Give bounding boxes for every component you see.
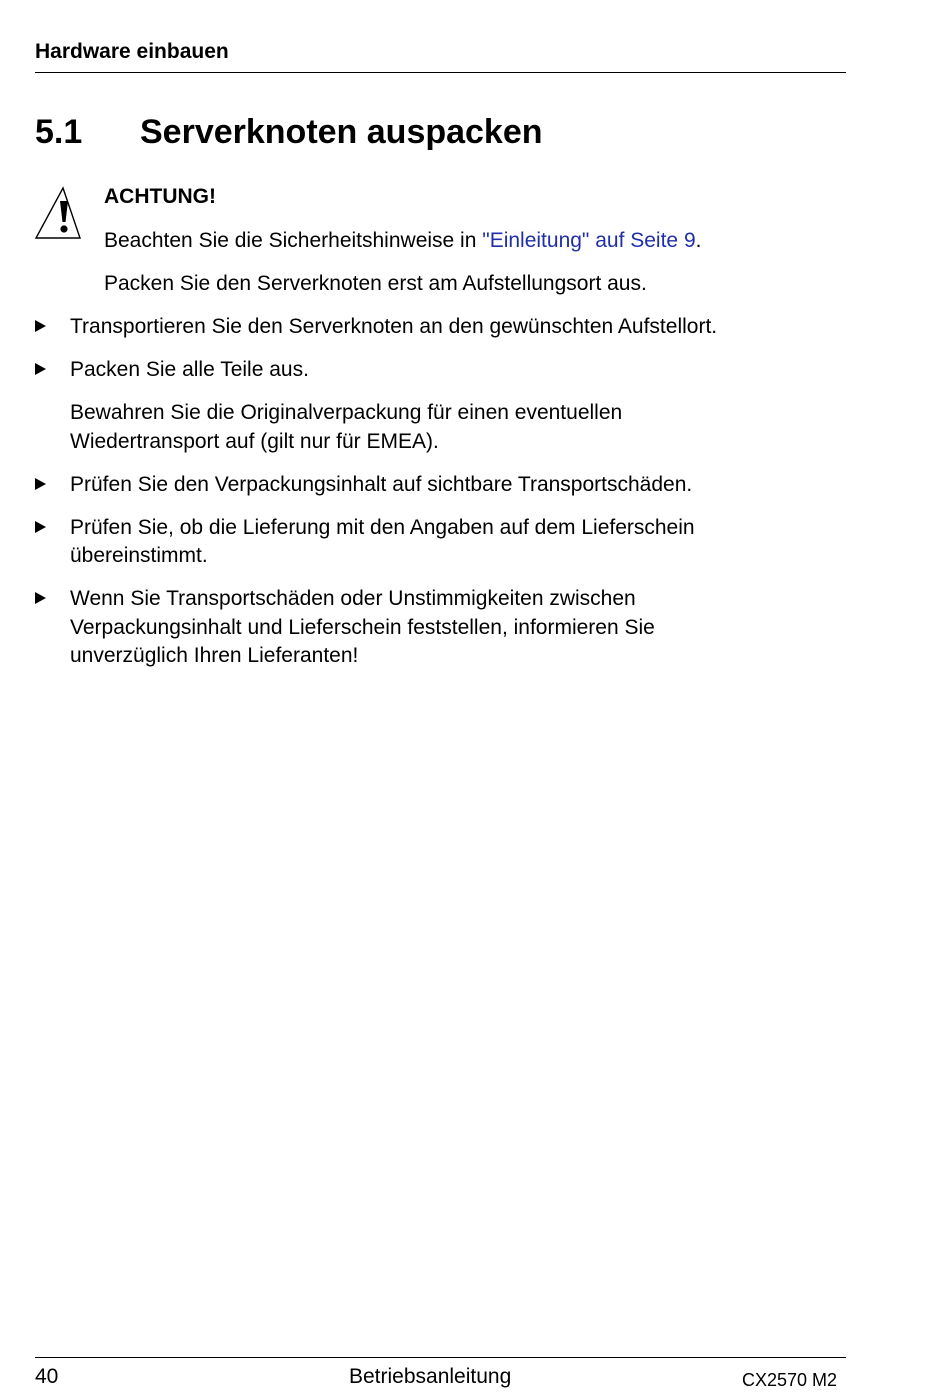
step-3-line-1: Prüfen Sie den Verpackungsinhalt auf sichtbare Transportschäden. bbox=[70, 473, 693, 496]
bullet-arrow-icon bbox=[35, 592, 46, 604]
section-heading bbox=[35, 112, 543, 152]
safety-notes-link[interactable]: "Einleitung" auf Seite 9 bbox=[482, 229, 696, 252]
footer-doc-type: Betriebsanleitung bbox=[349, 1365, 512, 1388]
step-5-line-3: unverzüglich Ihren Lieferanten! bbox=[70, 644, 359, 667]
step-2-line-1: Packen Sie alle Teile aus. bbox=[70, 358, 309, 381]
section-title: Serverknoten auspacken bbox=[140, 113, 543, 151]
warning-text-1-suffix: . bbox=[695, 229, 702, 252]
page-number: 40 bbox=[35, 1365, 59, 1388]
section-number: 5.1 bbox=[35, 113, 83, 151]
note-line-2: Wiedertransport auf (gilt nur für EMEA). bbox=[70, 430, 439, 453]
warning-triangle-icon bbox=[34, 186, 82, 242]
bullet-arrow-icon bbox=[35, 478, 46, 490]
warning-title: ACHTUNG! bbox=[104, 185, 216, 208]
running-header: Hardware einbauen bbox=[35, 40, 229, 63]
warning-text-1-prefix: Beachten Sie die Sicherheitshinweise in bbox=[104, 229, 483, 252]
note-line-1: Bewahren Sie die Originalverpackung für einen eventuellen bbox=[70, 401, 623, 424]
footer-model: CX2570 M2 bbox=[742, 1370, 838, 1390]
header-rule bbox=[35, 72, 846, 73]
step-4-line-1: Prüfen Sie, ob die Lieferung mit den Angaben auf dem Lieferschein bbox=[70, 516, 695, 539]
footer-rule bbox=[35, 1357, 846, 1358]
bullet-arrow-icon bbox=[35, 363, 46, 375]
step-1-line-1: Transportieren Sie den Serverknoten an den gewünschten Aufstellort. bbox=[70, 315, 718, 338]
warning-text-1 bbox=[104, 227, 701, 256]
step-5-line-1: Wenn Sie Transportschäden oder Unstimmigkeiten zwischen bbox=[70, 587, 636, 610]
step-4-line-2: übereinstimmt. bbox=[70, 544, 208, 567]
warning-text-2: Packen Sie den Serverknoten erst am Aufstellungsort aus. bbox=[104, 272, 647, 295]
step-5-line-2: Verpackungsinhalt und Lieferschein feststellen, informieren Sie bbox=[70, 616, 655, 639]
bullet-arrow-icon bbox=[35, 521, 46, 533]
bullet-arrow-icon bbox=[35, 320, 46, 332]
